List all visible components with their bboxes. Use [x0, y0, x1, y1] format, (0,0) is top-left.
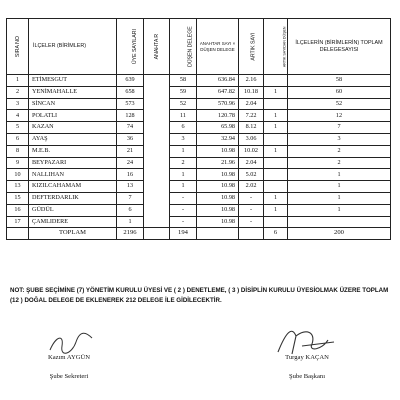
footnote-lead: NOT: — [10, 287, 25, 294]
row-member-count: 36 — [117, 133, 144, 145]
row-remainder: 2.02 — [239, 181, 264, 193]
row-member-count: 13 — [117, 181, 144, 193]
row-remainder: 10.02 — [239, 145, 264, 157]
row-district-name: M.E.B. — [29, 145, 117, 157]
row-total-delegates: 1 — [288, 192, 391, 204]
row-district-name: ÇAMLIDERE — [29, 216, 117, 228]
row-member-count: 128 — [117, 110, 144, 122]
table-row — [7, 216, 391, 228]
row-remainder-delegates — [264, 133, 288, 145]
row-number: 4 — [7, 110, 29, 122]
row-remainder-delegates — [264, 169, 288, 181]
header-artik-sayi: ARTIK SAYI — [239, 19, 264, 75]
total-member-count: 2196 — [117, 228, 144, 240]
row-member-count: 658 — [117, 86, 144, 98]
row-district-name: SİNCAN — [29, 98, 117, 110]
row-key-times-delegates: 10.98 — [197, 169, 239, 181]
table-row — [7, 75, 391, 87]
row-number: 5 — [7, 122, 29, 134]
row-district-name: ETİMESGUT — [29, 75, 117, 87]
left-signatory-role: Şube Sekreteri — [49, 373, 89, 380]
row-member-count: 573 — [117, 98, 144, 110]
row-member-count: 24 — [117, 157, 144, 169]
header-sira-no: SIRA NO — [7, 19, 29, 75]
row-remainder-delegates: 1 — [264, 204, 288, 216]
row-key-times-delegates: 120.78 — [197, 110, 239, 122]
row-total-delegates: 7 — [288, 122, 391, 134]
header-anahtar: ANAHTA R — [144, 19, 170, 75]
row-remainder-delegates: 1 — [264, 86, 288, 98]
row-number: 16 — [7, 204, 29, 216]
footnote — [10, 286, 390, 305]
row-delegates-assigned: 59 — [170, 86, 197, 98]
header-ilceler: İLÇELER (BİRİMLER) — [29, 19, 117, 75]
row-delegates-assigned: - — [170, 204, 197, 216]
row-number: 15 — [7, 192, 29, 204]
row-total-delegates: 1 — [288, 204, 391, 216]
row-district-name: GÜDÜL — [29, 204, 117, 216]
row-key-times-delegates: 10.98 — [197, 216, 239, 228]
row-number: 13 — [7, 181, 29, 193]
header-toplam-delege: İLÇELERİN (BİRİMLERİN) TOPLAM DELEGESAYISI — [288, 19, 391, 75]
row-remainder-delegates — [264, 75, 288, 87]
row-remainder-delegates — [264, 98, 288, 110]
header-anahtar-sayi: ANAHTAR SAYI × DÜŞEN DELEGE — [197, 19, 239, 75]
row-member-count: 7 — [117, 192, 144, 204]
total-delegates: 200 — [288, 228, 391, 240]
delegate-table — [6, 18, 391, 240]
row-remainder-delegates — [264, 181, 288, 193]
row-delegates-assigned: - — [170, 216, 197, 228]
total-empty-cell — [144, 228, 170, 240]
row-district-name: YENİMAHALLE — [29, 86, 117, 98]
row-remainder: - — [239, 216, 264, 228]
row-number: 8 — [7, 145, 29, 157]
table-row — [7, 169, 391, 181]
table-row — [7, 204, 391, 216]
row-total-delegates: 60 — [288, 86, 391, 98]
table-row — [7, 192, 391, 204]
left-signatory-name: Kazım AYGÜN — [47, 354, 91, 361]
row-number: 1 — [7, 75, 29, 87]
row-district-name: DEFTERDARLIK — [29, 192, 117, 204]
table-row — [7, 86, 391, 98]
row-remainder: - — [239, 204, 264, 216]
header-row — [7, 19, 391, 75]
row-key-times-delegates: 10.98 — [197, 192, 239, 204]
row-member-count: 74 — [117, 122, 144, 134]
row-remainder: 10.18 — [239, 86, 264, 98]
row-remainder-delegates — [264, 216, 288, 228]
total-empty-cell — [197, 228, 239, 240]
row-remainder-delegates: 1 — [264, 122, 288, 134]
total-label: TOPLAM — [29, 228, 117, 240]
row-key-times-delegates: 570.96 — [197, 98, 239, 110]
row-key-times-delegates: 10.98 — [197, 145, 239, 157]
row-total-delegates: 52 — [288, 98, 391, 110]
total-row — [7, 228, 391, 240]
row-delegates-assigned: 1 — [170, 181, 197, 193]
row-total-delegates: 2 — [288, 157, 391, 169]
row-key-times-delegates: 65.98 — [197, 122, 239, 134]
row-total-delegates: 1 — [288, 181, 391, 193]
table-row — [7, 110, 391, 122]
row-total-delegates — [288, 216, 391, 228]
row-remainder: 3.06 — [239, 133, 264, 145]
row-remainder-delegates — [264, 157, 288, 169]
row-number: 17 — [7, 216, 29, 228]
row-delegates-assigned: 1 — [170, 169, 197, 181]
row-remainder: - — [239, 192, 264, 204]
table-body — [7, 75, 391, 240]
row-delegates-assigned: - — [170, 192, 197, 204]
header-uye-sayilari: ÜYE SAYILARI — [117, 19, 144, 75]
header-artik-sayidan-dusen: ARTIK SAYIDAN DÜŞEN — [264, 19, 288, 75]
row-member-count: 1 — [117, 216, 144, 228]
row-member-count: 16 — [117, 169, 144, 181]
row-delegates-assigned: 52 — [170, 98, 197, 110]
table-row — [7, 157, 391, 169]
row-district-name: BEYPAZARI — [29, 157, 117, 169]
row-delegates-assigned: 11 — [170, 110, 197, 122]
row-key-times-delegates: 21.96 — [197, 157, 239, 169]
row-key-times-delegates: 10.98 — [197, 204, 239, 216]
table-row — [7, 145, 391, 157]
row-remainder: 8.12 — [239, 122, 264, 134]
row-remainder-delegates: 1 — [264, 110, 288, 122]
row-district-name: POLATLI — [29, 110, 117, 122]
row-member-count: 6 — [117, 204, 144, 216]
row-district-name: KIZILCAHAMAM — [29, 181, 117, 193]
row-number: 3 — [7, 98, 29, 110]
row-member-count: 21 — [117, 145, 144, 157]
row-remainder-delegates: 1 — [264, 192, 288, 204]
row-member-count: 639 — [117, 75, 144, 87]
row-district-name: KAZAN — [29, 122, 117, 134]
row-key-times-delegates: 10.98 — [197, 181, 239, 193]
row-key-times-delegates: 32.94 — [197, 133, 239, 145]
row-key-times-delegates: 636.84 — [197, 75, 239, 87]
row-total-delegates: 58 — [288, 75, 391, 87]
row-number: 10 — [7, 169, 29, 181]
row-district-name: NALLIHAN — [29, 169, 117, 181]
total-remainder-delegates: 6 — [264, 228, 288, 240]
row-total-delegates: 1 — [288, 169, 391, 181]
table-row — [7, 98, 391, 110]
row-district-name: AYAŞ — [29, 133, 117, 145]
row-number: 9 — [7, 157, 29, 169]
total-empty-cell — [7, 228, 29, 240]
right-signature-block — [262, 354, 352, 380]
table-row — [7, 181, 391, 193]
row-key-times-delegates: 647.82 — [197, 86, 239, 98]
total-delegates-assigned: 194 — [170, 228, 197, 240]
right-signatory-role: Şube Başkanı — [288, 373, 326, 380]
row-number: 2 — [7, 86, 29, 98]
footnote-text: ŞUBE SEÇİMİNE (7) YÖNETİM KURULU ÜYESİ VE ( 2 ) DENETLEME, ( 3 ) DİSİPLİN KURULU ÜYESİOLMAK ÜZERE TOPLAM (12 ) DOĞAL DELEGE DE EKLENEREK 212 DELEGE İLE GİDİLECEKTİR. — [10, 287, 389, 304]
left-signature-block — [34, 354, 104, 380]
row-remainder-delegates: 1 — [264, 145, 288, 157]
row-remainder: 2.16 — [239, 75, 264, 87]
row-total-delegates: 12 — [288, 110, 391, 122]
row-remainder: 2.04 — [239, 157, 264, 169]
row-delegates-assigned: 1 — [170, 145, 197, 157]
key-number-formula-cell — [144, 75, 170, 228]
row-remainder: 7.22 — [239, 110, 264, 122]
row-number: 6 — [7, 133, 29, 145]
row-remainder: 5.02 — [239, 169, 264, 181]
total-empty-cell — [239, 228, 264, 240]
row-remainder: 2.04 — [239, 98, 264, 110]
row-delegates-assigned: 3 — [170, 133, 197, 145]
table-row — [7, 133, 391, 145]
row-total-delegates: 3 — [288, 133, 391, 145]
row-delegates-assigned: 2 — [170, 157, 197, 169]
right-signatory-name: Turgay KAÇAN — [285, 354, 329, 361]
header-dusen-delege: DÜŞEN DELEGE — [170, 19, 197, 75]
row-delegates-assigned: 6 — [170, 122, 197, 134]
row-delegates-assigned: 58 — [170, 75, 197, 87]
row-total-delegates: 2 — [288, 145, 391, 157]
table-row — [7, 122, 391, 134]
